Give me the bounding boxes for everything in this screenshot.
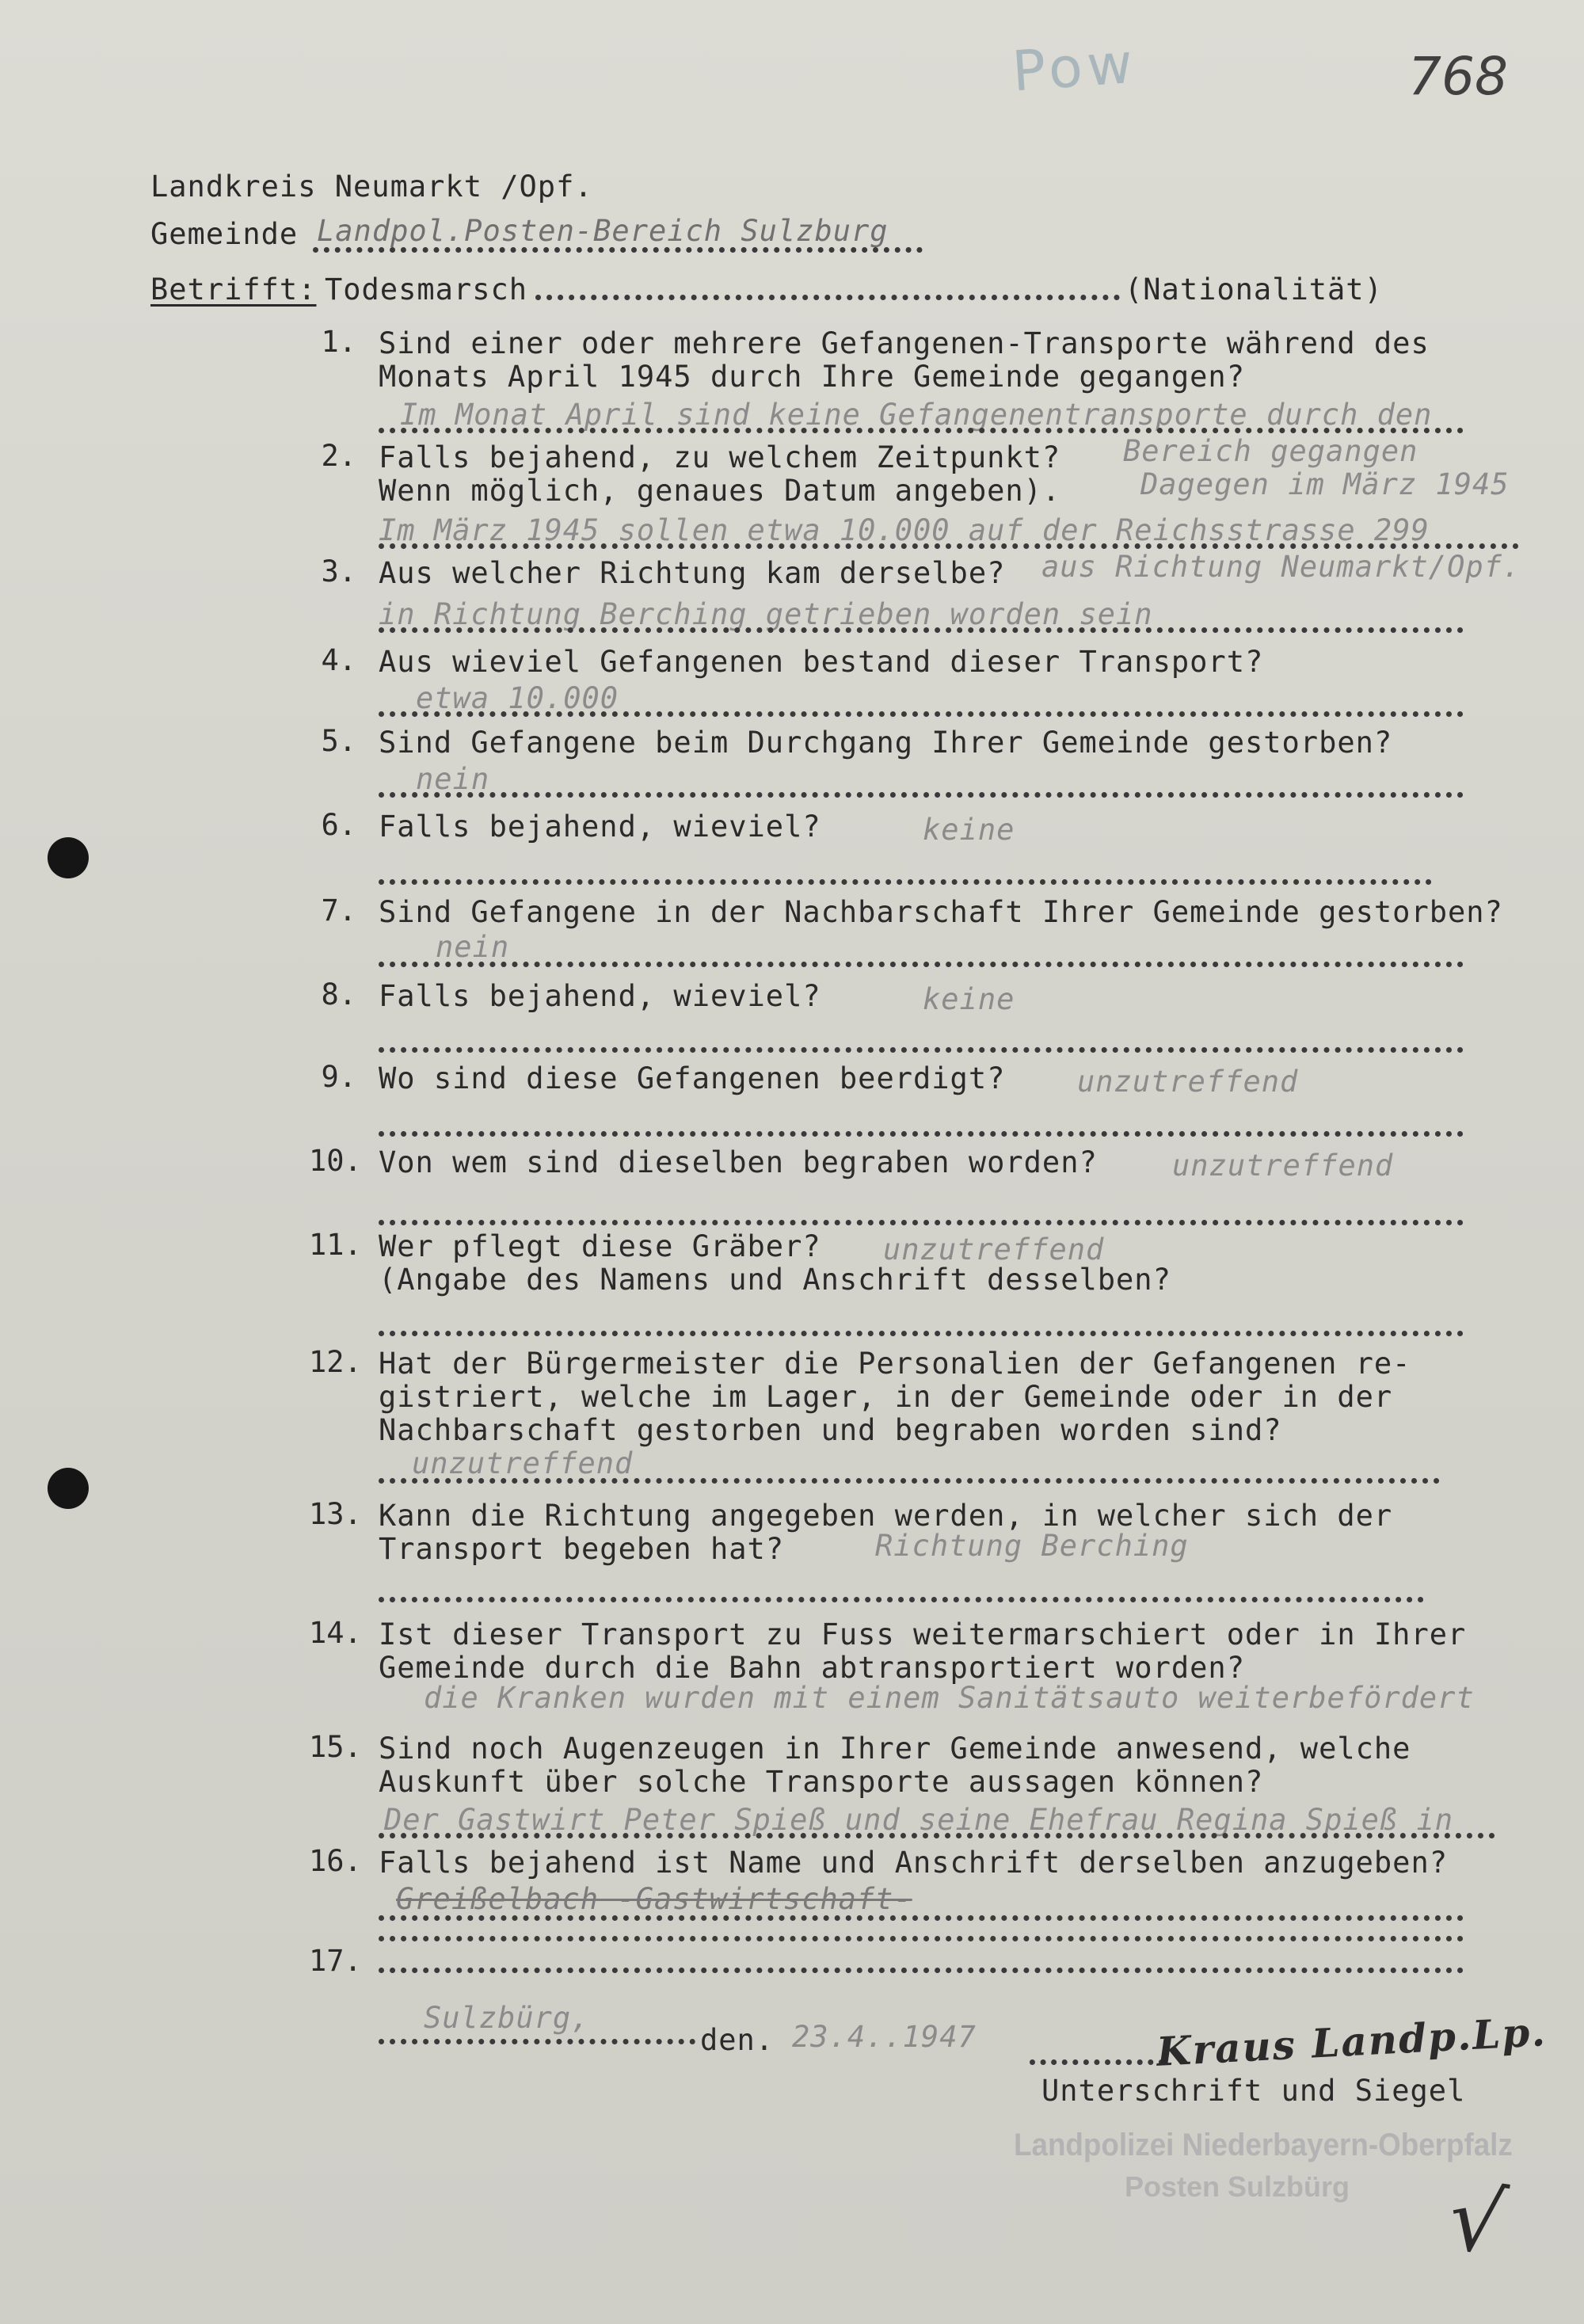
dotted-line bbox=[379, 962, 1464, 967]
dotted-line bbox=[379, 1915, 1464, 1921]
signature-label: Unterschrift und Siegel bbox=[1041, 2074, 1466, 2108]
dotted-line bbox=[379, 792, 1464, 798]
answer-11: unzutreffend bbox=[883, 1232, 1105, 1267]
question-number: 11. bbox=[309, 1228, 362, 1262]
dotted-line bbox=[379, 1936, 1464, 1941]
answer-3: in Richtung Berching getrieben worden sein bbox=[379, 597, 1153, 631]
date: 23.4..1947 bbox=[792, 2020, 977, 2054]
answer-2-side-2: Dagegen im März 1945 bbox=[1140, 467, 1510, 501]
answer-3-side: aus Richtung Neumarkt/Opf. bbox=[1041, 550, 1521, 584]
question-5-line-1: Sind Gefangene beim Durchgang Ihrer Gemeinde gestorben? bbox=[379, 726, 1393, 760]
question-number: 14. bbox=[309, 1616, 362, 1650]
question-14-line-2: Gemeinde durch die Bahn abtransportiert worden? bbox=[379, 1651, 1245, 1685]
question-13-line-2: Transport begeben hat? bbox=[379, 1532, 785, 1566]
question-number: 4. bbox=[321, 643, 356, 677]
dotted-line bbox=[379, 1331, 1464, 1336]
dotted-line bbox=[379, 711, 1464, 717]
dotted-line bbox=[379, 1833, 1495, 1838]
page-number: 768 bbox=[1408, 46, 1508, 107]
answer-6: keine bbox=[923, 813, 1015, 847]
dotted-line bbox=[379, 1131, 1464, 1137]
answer-7: nein bbox=[436, 930, 510, 964]
question-13-line-1: Kann die Richtung angegeben werden, in welcher sich der bbox=[379, 1499, 1393, 1533]
pencil-note: Pow bbox=[1010, 30, 1140, 105]
question-11-line-2: (Angabe des Namens und Anschrift desselben? bbox=[379, 1263, 1171, 1297]
dotted-line bbox=[379, 1968, 1464, 1973]
question-7-line-1: Sind Gefangene in der Nachbarschaft Ihrer Gemeinde gestorben? bbox=[379, 895, 1503, 929]
question-9-line-1: Wo sind diese Gefangenen beerdigt? bbox=[379, 1061, 1006, 1095]
stamp-line-2: Posten Sulzbürg bbox=[1125, 2170, 1350, 2203]
dotted-line bbox=[535, 295, 1120, 300]
answer-14: die Kranken wurden mit einem Sanitätsauto weiterbefördert bbox=[424, 1681, 1475, 1715]
answer-2: Im März 1945 sollen etwa 10.000 auf der Reichsstrasse 299 bbox=[379, 513, 1430, 547]
punch-hole bbox=[48, 1468, 89, 1509]
answer-15: Der Gastwirt Peter Spieß und seine Ehefrau Regina Spieß in bbox=[384, 1803, 1454, 1837]
place: Sulzbürg, bbox=[424, 2001, 590, 2035]
question-number: 13. bbox=[309, 1497, 362, 1531]
question-4-line-1: Aus wieviel Gefangenen bestand dieser Transport? bbox=[379, 645, 1264, 679]
answer-9: unzutreffend bbox=[1077, 1065, 1299, 1099]
punch-hole bbox=[48, 837, 89, 878]
dotted-line bbox=[379, 627, 1464, 633]
gemeinde-label: Gemeinde bbox=[150, 217, 299, 251]
question-number: 10. bbox=[309, 1144, 362, 1178]
question-1-line-1: Sind einer oder mehrere Gefangenen-Transporte während des bbox=[379, 326, 1430, 360]
question-number: 16. bbox=[309, 1844, 362, 1878]
question-11-line-1: Wer pflegt diese Gräber? bbox=[379, 1229, 821, 1263]
question-12-line-2: gistriert, welche im Lager, in der Gemeinde oder in der bbox=[379, 1380, 1393, 1414]
answer-1: Im Monat April sind keine Gefangenentransporte durch den bbox=[400, 398, 1433, 432]
question-15-line-1: Sind noch Augenzeugen in Ihrer Gemeinde anwesend, welche bbox=[379, 1732, 1411, 1766]
betrifft-label: Betrifft: bbox=[150, 272, 317, 307]
dotted-line bbox=[379, 879, 1432, 885]
dotted-line bbox=[379, 1597, 1424, 1602]
question-2-line-1: Falls bejahend, zu welchem Zeitpunkt? bbox=[379, 440, 1061, 474]
dotted-line bbox=[379, 428, 1464, 433]
question-15-line-2: Auskunft über solche Transporte aussagen können? bbox=[379, 1765, 1264, 1799]
question-12-line-1: Hat der Bürgermeister die Personalien der Gefangenen re- bbox=[379, 1347, 1411, 1381]
answer-4: etwa 10.000 bbox=[416, 681, 619, 715]
question-6-line-1: Falls bejahend, wieviel? bbox=[379, 810, 821, 844]
answer-10: unzutreffend bbox=[1172, 1149, 1394, 1183]
question-8-line-1: Falls bejahend, wieviel? bbox=[379, 979, 821, 1013]
question-number: 9. bbox=[321, 1060, 356, 1094]
question-12-line-3: Nachbarschaft gestorben und begraben worden sind? bbox=[379, 1413, 1282, 1447]
question-number: 2. bbox=[321, 439, 356, 473]
nationality-label: (Nationalität) bbox=[1125, 272, 1383, 307]
answer-16: Greißelbach -Gastwirtschaft- bbox=[396, 1882, 912, 1916]
gemeinde-value: Landpol.Posten-Bereich Sulzburg bbox=[317, 214, 889, 248]
question-14-line-1: Ist dieser Transport zu Fuss weitermarschiert oder in Ihrer bbox=[379, 1617, 1467, 1652]
signature: Kraus Landp.Lp. bbox=[1155, 2008, 1548, 2075]
dotted-line bbox=[379, 2039, 695, 2044]
answer-8: keine bbox=[923, 982, 1015, 1016]
question-number: 8. bbox=[321, 977, 356, 1012]
answer-5: nein bbox=[416, 762, 490, 796]
question-number: 5. bbox=[321, 724, 356, 758]
question-16-line-1: Falls bejahend ist Name und Anschrift derselben anzugeben? bbox=[379, 1846, 1449, 1880]
answer-13: Richtung Berching bbox=[875, 1529, 1189, 1563]
betrifft-value: Todesmarsch bbox=[325, 272, 528, 307]
answer-12: unzutreffend bbox=[412, 1446, 634, 1480]
question-number: 6. bbox=[321, 808, 356, 842]
landkreis-line: Landkreis Neumarkt /Opf. bbox=[150, 170, 593, 204]
question-number: 7. bbox=[321, 893, 356, 928]
question-1-line-2: Monats April 1945 durch Ihre Gemeinde gegangen? bbox=[379, 360, 1245, 394]
question-number: 15. bbox=[309, 1730, 362, 1764]
question-number: 1. bbox=[321, 325, 356, 359]
answer-2-side-1: Bereich gegangen bbox=[1123, 434, 1418, 468]
dotted-line bbox=[379, 1220, 1464, 1225]
question-number: 17. bbox=[309, 1944, 362, 1978]
dotted-line bbox=[379, 1047, 1464, 1053]
stamp-line-1: Landpolizei Niederbayern-Oberpfalz bbox=[1014, 2128, 1513, 2162]
question-2-line-2: Wenn möglich, genaues Datum angeben). bbox=[379, 474, 1061, 508]
dotted-line bbox=[379, 1478, 1440, 1484]
dotted-line bbox=[1030, 2059, 1164, 2065]
date-prefix: den. bbox=[700, 2023, 775, 2057]
dotted-line bbox=[313, 247, 923, 253]
dotted-line bbox=[379, 543, 1519, 549]
question-3-line-1: Aus welcher Richtung kam derselbe? bbox=[379, 556, 1006, 590]
check-mark: √ bbox=[1442, 2166, 1514, 2276]
question-number: 3. bbox=[321, 554, 356, 589]
question-number: 12. bbox=[309, 1345, 362, 1379]
question-10-line-1: Von wem sind dieselben begraben worden? bbox=[379, 1145, 1098, 1179]
